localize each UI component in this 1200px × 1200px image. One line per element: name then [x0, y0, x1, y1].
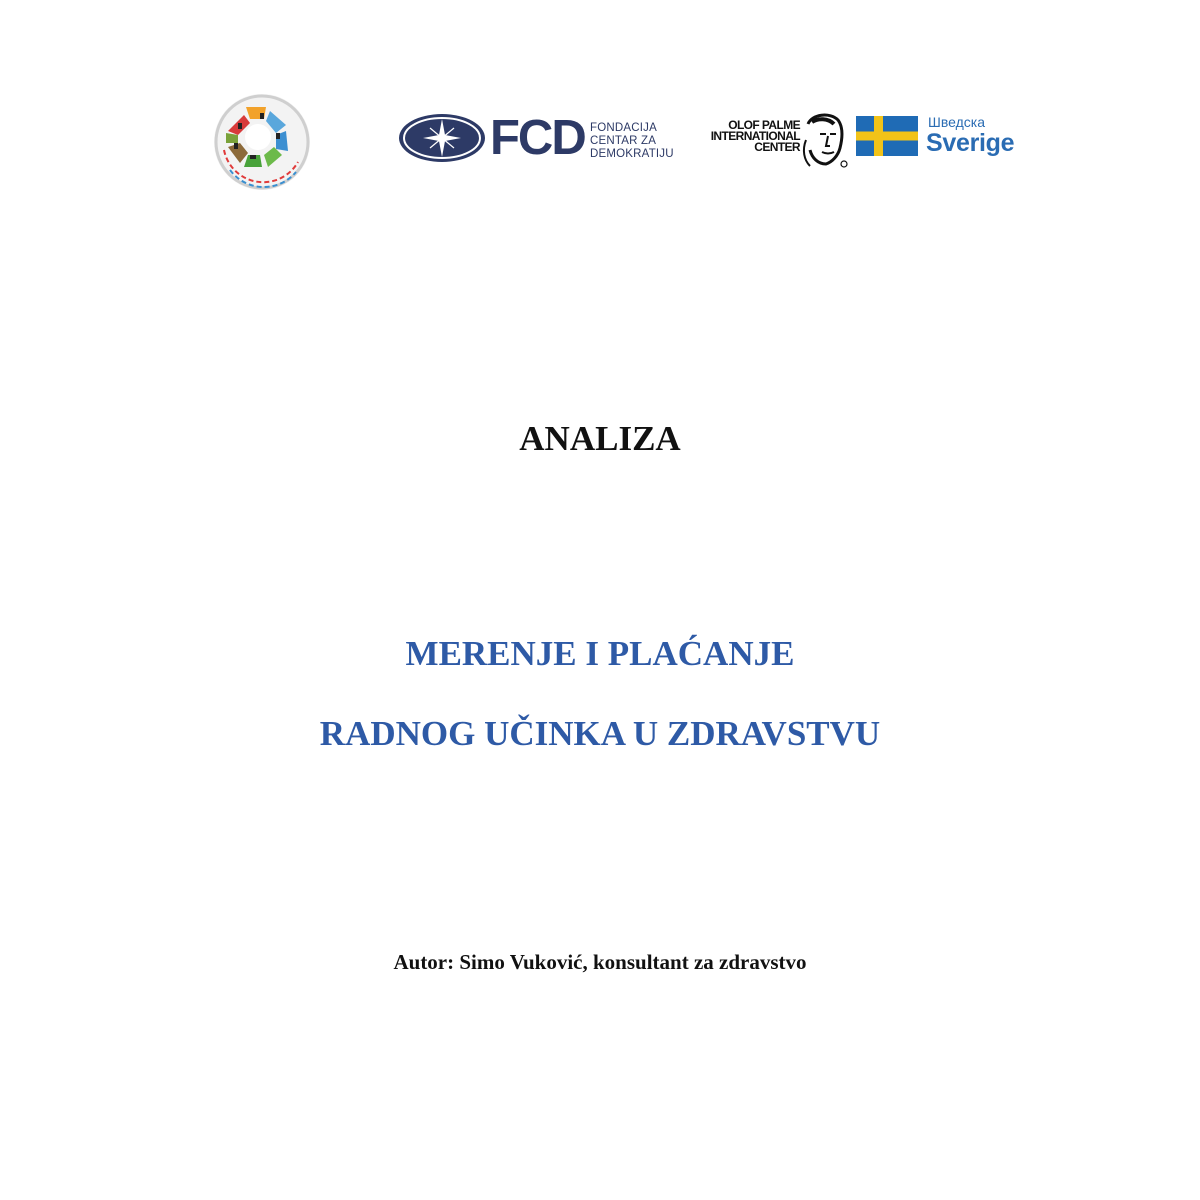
olof-palme-line: OLOF PALME: [728, 118, 800, 132]
fcd-letters: FCD: [490, 111, 585, 165]
document-title-line-1: MERENJE I PLAĆANJE: [405, 634, 795, 673]
fcd-subtitle-line: CENTAR ZA: [590, 135, 657, 147]
sweden-cyrillic-label: Шведска: [928, 114, 985, 130]
gear-network-logo: [210, 90, 315, 195]
olof-palme-wordmark: [702, 120, 800, 153]
portrait-sketch-icon: [798, 110, 850, 170]
olof-palme-line: CENTER: [754, 140, 800, 154]
fcd-subtitle: [590, 122, 674, 161]
sweden-sverige-logo: [856, 112, 1026, 162]
partner-logos: [0, 0, 1200, 200]
document-type-heading: ANALIZA: [519, 419, 681, 458]
fcd-subtitle-line: DEMOKRATIJU: [590, 148, 674, 160]
swedish-flag-icon: [856, 116, 918, 156]
author-line: Autor: Simo Vuković, konsultant za zdravstvo: [393, 950, 807, 974]
olof-palme-line: INTERNATIONAL: [710, 129, 800, 143]
document-title-line-2: RADNOG UČINKA U ZDRAVSTVU: [319, 714, 881, 753]
fcd-logo: [398, 108, 678, 170]
fcd-subtitle-line: FONDACIJA: [590, 122, 657, 134]
fcd-star-icon: [398, 112, 490, 164]
sverige-label: Sverige: [926, 129, 1015, 157]
olof-palme-logo: [702, 108, 852, 170]
